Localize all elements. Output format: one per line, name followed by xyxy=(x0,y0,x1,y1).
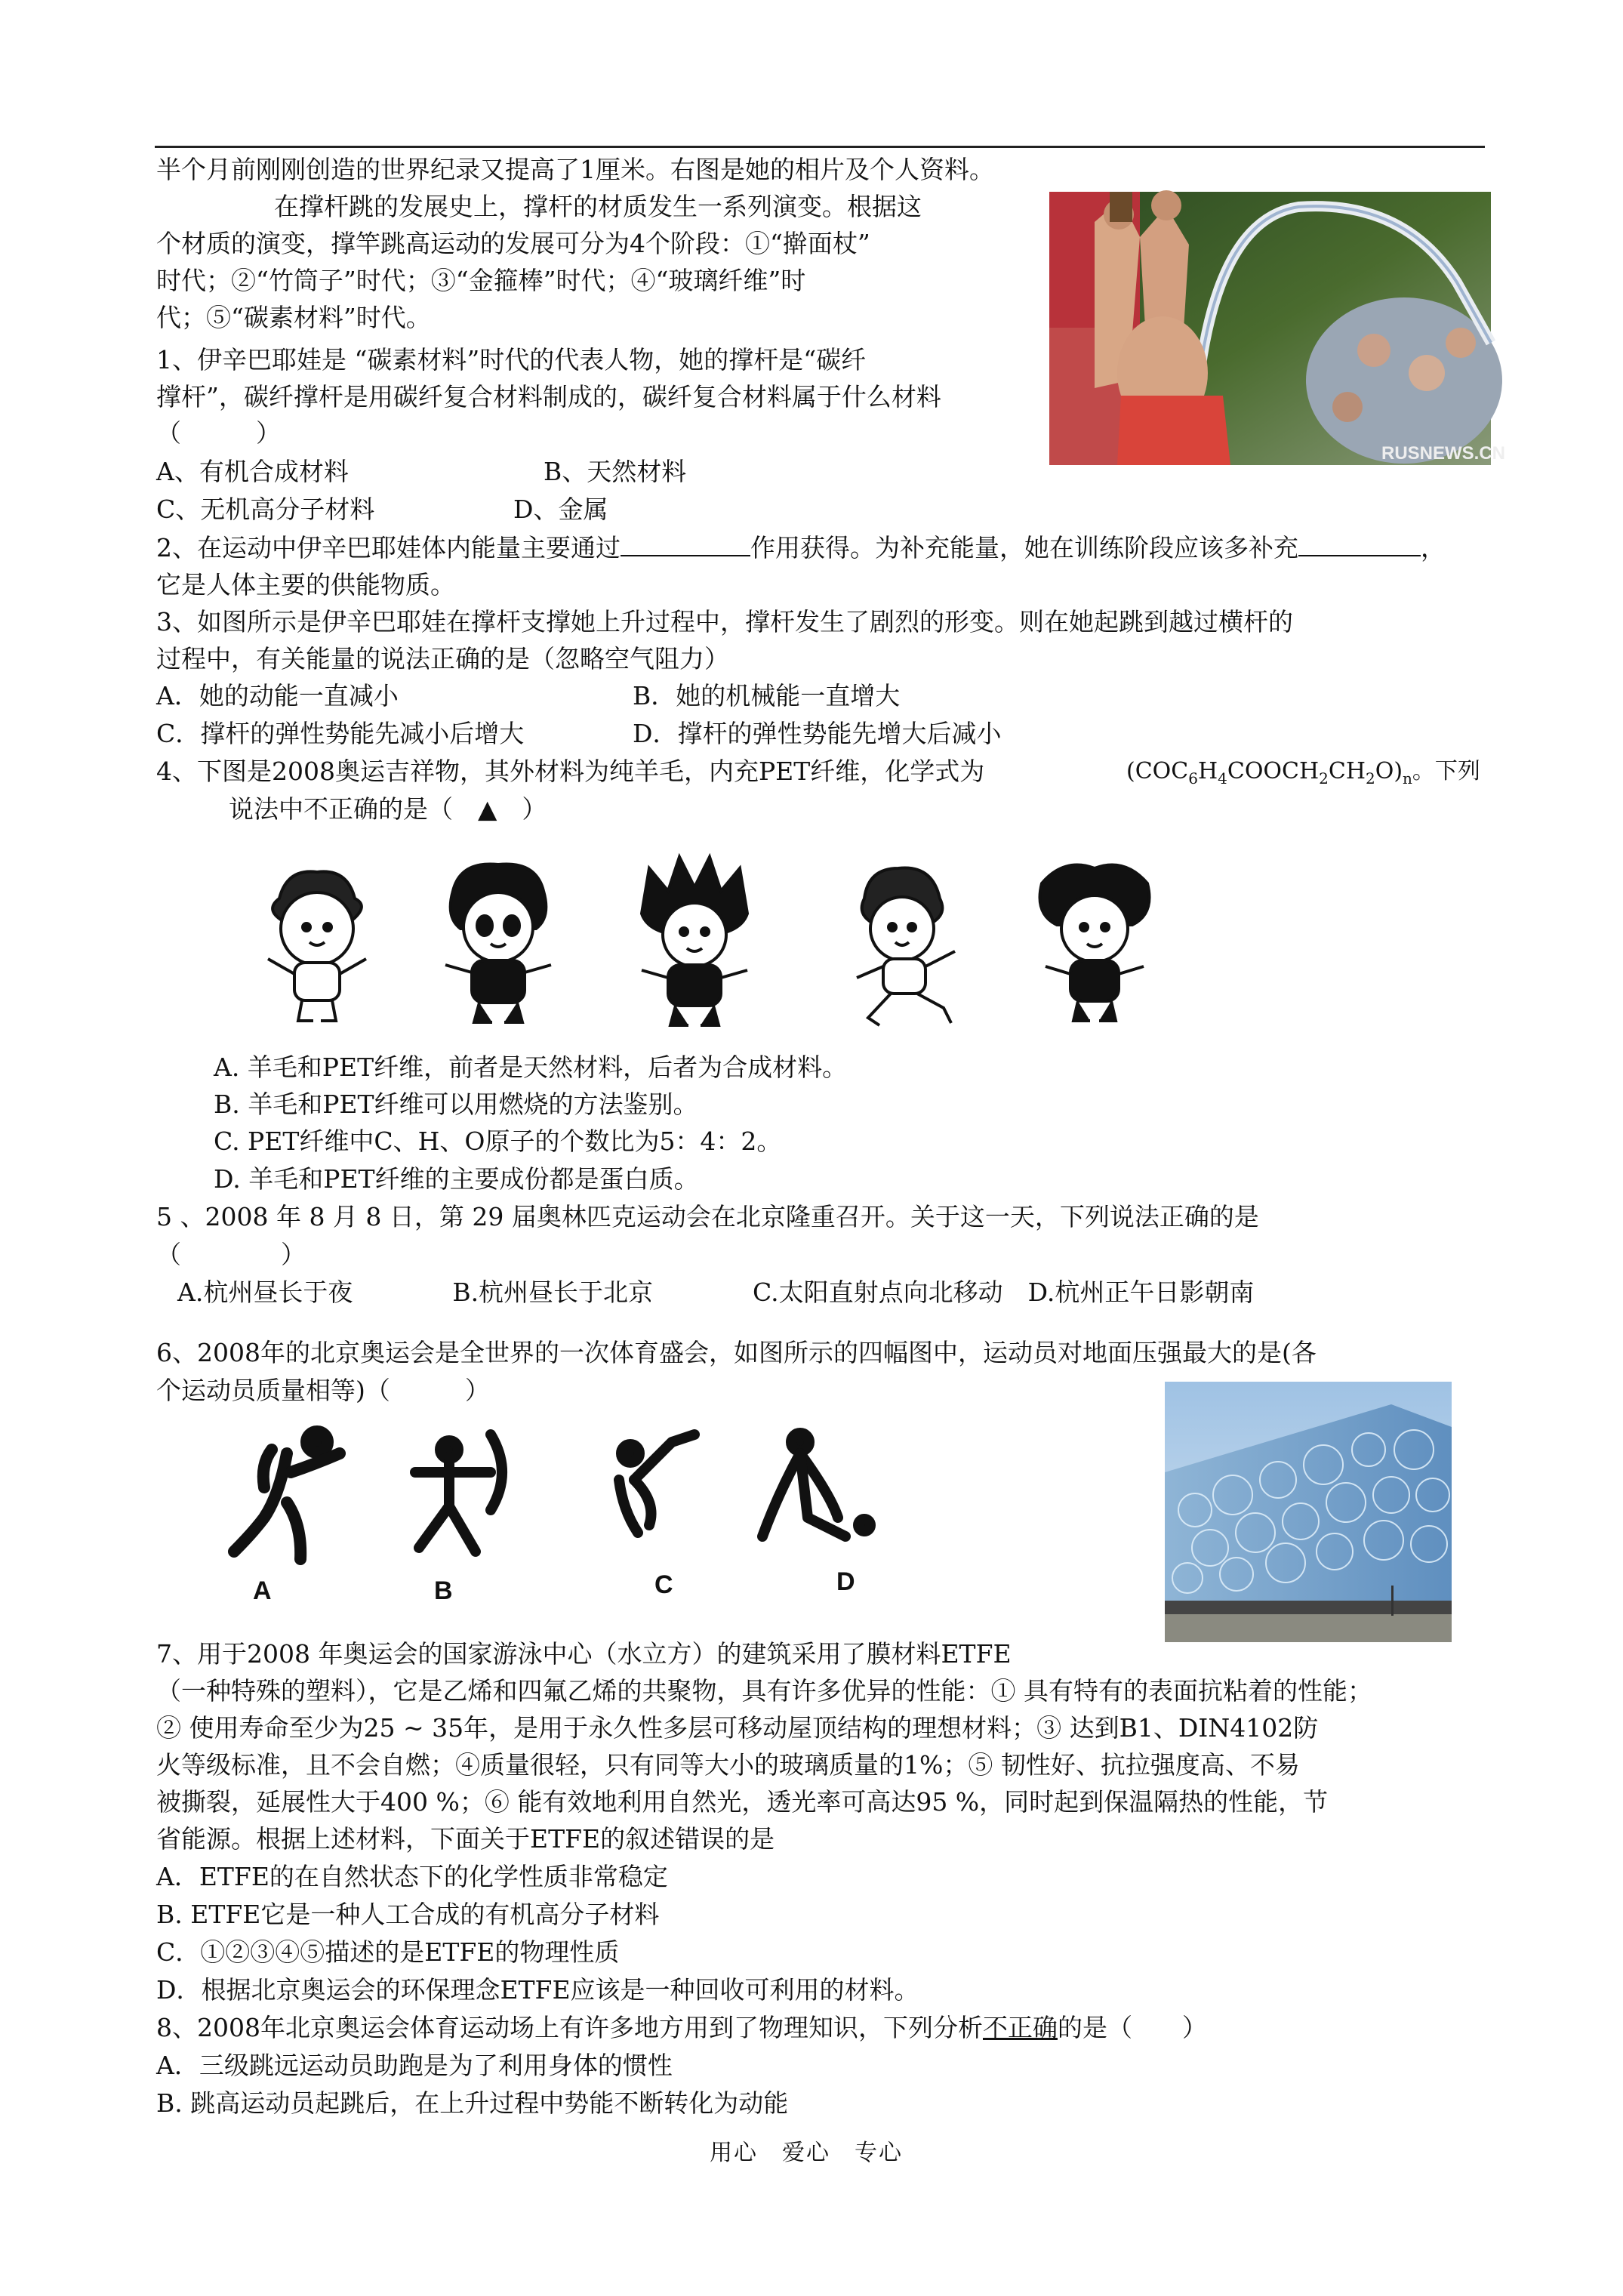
option-a: A．ETFE的在自然状态下的化学性质非常稳定 xyxy=(156,1862,668,1891)
option-b: B．她的机械能一直增大 xyxy=(633,681,901,710)
option-c: C．撑杆的弹性势能先减小后增大 xyxy=(156,719,525,748)
q8-part1: 8、2008年北京奥运会体育运动场上有许多地方用到了物理知识，下列分析 xyxy=(156,2013,983,2042)
option-a: A．她的动能一直减小 xyxy=(156,681,399,710)
paragraph-line: 在撑杆跳的发展史上，撑杆的材质发生一系列演变。根据这 xyxy=(274,192,922,221)
page-footer: 用心 爱心 专心 xyxy=(710,2140,903,2166)
question-3-text: 过程中，有关能量的说法正确的是（忽略空气阻力） xyxy=(156,644,729,673)
photo-watermark: RUSNEWS.CN xyxy=(1381,443,1506,464)
option-a: A、有机合成材料 xyxy=(156,457,349,486)
fill-in-blank xyxy=(1298,532,1421,556)
formula-part: H xyxy=(1197,758,1218,784)
formula-part: O) xyxy=(1375,758,1403,784)
intro-line: 半个月前刚刚创造的世界纪录又提高了1厘米。右图是她的相片及个人资料。 xyxy=(156,155,994,184)
question-7-text: 7、用于2008 年奥运会的国家游泳中心（水立方）的建筑采用了膜材料ETFE xyxy=(156,1639,1012,1669)
mascot-beibei xyxy=(268,871,366,1021)
option-c: C、无机高分子材料 xyxy=(156,495,375,524)
paragraph-line: 代；⑤“碳素材料”时代。 xyxy=(156,303,431,332)
option-b: B. 羊毛和PET纤维可以用燃烧的方法鉴别。 xyxy=(214,1089,698,1119)
question-5-text: 5 、2008 年 8 月 8 日，第 29 届奥林匹克运动会在北京隆重召开。关于这一天，下列说法正确的是 xyxy=(156,1202,1259,1231)
question-5-options: A.杭州昼长于夜 B.杭州昼长于北京 C.太阳直射点向北移动 D.杭州正午日影朝南 xyxy=(177,1277,1255,1307)
figure-label-d: D xyxy=(836,1567,855,1596)
formula-part: (COC xyxy=(1126,758,1189,784)
header-rule xyxy=(155,146,1485,148)
question-4-text: 4、下图是2008奥运吉祥物，其外材料为纯羊毛，内充PET纤维，化学式为 xyxy=(156,757,985,786)
formula-subscript: n xyxy=(1403,769,1412,787)
mascot-yingying xyxy=(857,868,955,1026)
formula-subscript: 6 xyxy=(1188,769,1198,787)
paragraph-line: 时代；②“竹筒子”时代；③“金箍棒”时代；④“玻璃纤维”时 xyxy=(156,266,806,295)
question-1-text: 撑杆”，碳纤撑杆是用碳纤复合材料制成的，碳纤复合材料属于什么材料 xyxy=(156,382,941,411)
option-b: B. 跳高运动员起跳后，在上升过程中势能不断转化为动能 xyxy=(156,2088,789,2118)
option-d: D、金属 xyxy=(513,495,608,524)
formula-part: COOCH xyxy=(1227,758,1320,784)
paragraph-line: 个材质的演变，撑竿跳高运动的发展可分为4个阶段：①“擀面杖” xyxy=(156,229,870,258)
formula-subscript: 2 xyxy=(1365,769,1375,787)
option-b: B、天然材料 xyxy=(544,457,687,486)
q2-part1: 2、在运动中伊辛巴耶娃体内能量主要通过 xyxy=(156,533,621,562)
water-cube-photo xyxy=(1165,1382,1452,1642)
q2-part3: ， xyxy=(1421,533,1446,562)
pet-formula xyxy=(1126,755,1480,795)
option-d: D．撑杆的弹性势能先增大后减小 xyxy=(633,719,1002,748)
pictogram-b xyxy=(415,1435,502,1552)
figure-label-c: C xyxy=(654,1570,673,1599)
question-7-text: 火等级标准，且不会自燃；④质量很轻，只有同等大小的玻璃质量的1%；⑤ 韧性好、抗拉强度高、不易 xyxy=(156,1750,1300,1780)
formula-part: CH xyxy=(1328,758,1366,784)
question-1-text: 1、伊辛巴耶娃是 “碳素材料”时代的代表人物，她的撑杆是“碳纤 xyxy=(156,345,867,374)
figure-label-b: B xyxy=(434,1576,453,1605)
question-6-text: 个运动员质量相等)（ ） xyxy=(156,1376,490,1405)
pictogram-d xyxy=(762,1433,870,1536)
mascot-huanhuan xyxy=(642,857,747,1025)
formula-part: 。下列 xyxy=(1412,758,1480,784)
question-7-text: ② 使用寿命至少为25 ~ 35年，是用于永久性多层可移动屋顶结构的理想材料；③ 达到B1、DIN4102防 xyxy=(156,1713,1319,1743)
mascot-figure xyxy=(257,853,1185,1034)
q2-part2: 作用获得。为补充能量，她在训练阶段应该多补充 xyxy=(750,533,1298,562)
sports-pictograms xyxy=(219,1419,898,1578)
figure-label-a: A xyxy=(253,1576,272,1605)
formula-subscript: 4 xyxy=(1218,769,1227,787)
pictogram-a xyxy=(234,1432,340,1559)
answer-blank: （ ） xyxy=(156,418,281,448)
q8-underlined: 不正确 xyxy=(982,2013,1058,2042)
question-2-text xyxy=(156,532,1446,565)
fill-in-blank xyxy=(621,532,750,556)
mascot-nini xyxy=(1040,865,1150,1022)
mascot-jingjing xyxy=(445,864,551,1022)
option-d: D．根据北京奥运会的环保理念ETFE应该是一种回收可利用的材料。 xyxy=(156,1975,919,2005)
pole-vault-photo xyxy=(1049,192,1506,465)
question-8-text xyxy=(156,2011,1207,2045)
answer-blank: （ ） xyxy=(156,1240,306,1269)
option-a: A．三级跳远运动员助跑是为了利用身体的惯性 xyxy=(156,2051,673,2080)
option-c: C. PET纤维中C、H、O原子的个数比为5：4：2。 xyxy=(214,1126,782,1156)
pictogram-c xyxy=(619,1435,694,1533)
question-4-text: 说法中不正确的是（ ▲ ） xyxy=(229,794,547,824)
option-a: A. 羊毛和PET纤维，前者是天然材料，后者为合成材料。 xyxy=(214,1052,848,1082)
question-2-text: 它是人体主要的供能物质。 xyxy=(156,570,455,599)
question-7-text: （一种特殊的塑料），它是乙烯和四氟乙烯的共聚物，具有许多优异的性能：① 具有特有的表面抗粘着的性能； xyxy=(156,1676,1372,1706)
option-b: B. ETFE它是一种人工合成的有机高分子材料 xyxy=(156,1900,660,1929)
question-6-text: 6、2008年的北京奥运会是全世界的一次体育盛会，如图所示的四幅图中，运动员对地面压强最大的是(各 xyxy=(156,1338,1317,1367)
option-d: D. 羊毛和PET纤维的主要成份都是蛋白质。 xyxy=(214,1164,699,1194)
question-7-text: 被撕裂，延展性大于400 %；⑥ 能有效地利用自然光，透光率可高达95 %，同时起到保温隔热的性能，节 xyxy=(156,1787,1329,1817)
question-7-text: 省能源。根据上述材料，下面关于ETFE的叙述错误的是 xyxy=(156,1824,775,1854)
question-3-text: 3、如图所示是伊辛巴耶娃在撑杆支撑她上升过程中，撑杆发生了剧烈的形变。则在她起跳到越过横杆的 xyxy=(156,607,1293,636)
q8-part3: 的是（ ） xyxy=(1057,2013,1207,2042)
formula-subscript: 2 xyxy=(1319,769,1329,787)
option-c: C．①②③④⑤描述的是ETFE的物理性质 xyxy=(156,1937,620,1967)
